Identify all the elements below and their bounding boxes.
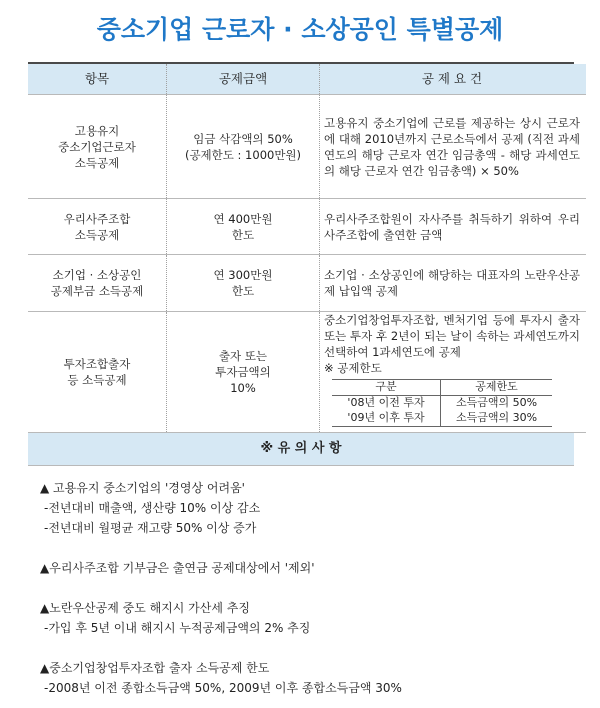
notes-section <box>28 466 574 698</box>
item-line: 투자조합출자 <box>63 357 131 371</box>
note-group <box>40 598 574 638</box>
item-line: 소기업 · 소상공인 <box>52 268 142 282</box>
note-head: ▲중소기업창업투자조합 출자 소득공제 한도 <box>40 661 270 675</box>
amount-cell <box>167 95 320 199</box>
table-header-row <box>28 64 586 95</box>
note-group <box>40 558 574 578</box>
page-title: 중소기업 근로자 · 소상공인 특별공제 <box>96 15 504 44</box>
amount-cell <box>167 255 320 312</box>
deduction-panel <box>28 62 580 704</box>
limit-title: ※ 공제한도 <box>324 361 382 375</box>
item-line: 소득공제 <box>74 227 120 242</box>
limit-header-limit: 공제한도 <box>441 380 553 396</box>
table-row <box>28 199 586 255</box>
amount-line: 한도 <box>231 284 255 298</box>
header-item: 항목 <box>28 64 167 95</box>
limit-category: '08년 이전 투자 <box>332 396 441 412</box>
item-cell <box>28 199 167 255</box>
item-cell <box>28 312 167 433</box>
limit-header-row <box>332 380 552 396</box>
item-cell <box>28 255 167 312</box>
note-sub: -2008년 이전 종합소득금액 50%, 2009년 이후 종합소득금액 30% <box>44 681 402 695</box>
item-line: 등 소득공제 <box>67 373 127 387</box>
amount-line: 투자금액의 <box>215 365 271 379</box>
note-sub: -전년대비 매출액, 생산량 10% 이상 감소 <box>44 501 261 515</box>
note-sub: -가입 후 5년 이내 해지시 누적공제금액의 2% 추징 <box>44 621 311 635</box>
notice-header: ※ 유 의 사 항 <box>28 433 574 466</box>
amount-cell <box>167 199 320 255</box>
item-line: 우리사주조합 <box>63 211 131 226</box>
table-row <box>28 95 586 199</box>
amount-line: 출자 또는 <box>218 349 268 363</box>
requirement-cell: 소기업 · 소상공인에 해당하는 대표자의 노란우산공제 납입액 공제 <box>320 255 587 312</box>
note-group <box>40 478 574 538</box>
requirement-text: 중소기업창업투자조합, 벤처기업 등에 투자시 출자 또는 투자 후 2년이 되는 날이 속하는 과세연도까지 선택하여 1과세연도에 공제 <box>324 313 580 359</box>
note-group <box>40 658 574 698</box>
item-line: 중소기업근로자 <box>58 139 136 154</box>
limit-value: 소득금액의 50% <box>455 396 538 409</box>
note-head: ▲ 고용유지 중소기업의 '경영상 어려움' <box>40 481 245 495</box>
item-line: 고용유지 <box>74 123 120 138</box>
limit-row <box>332 411 552 427</box>
header-amount: 공제금액 <box>167 64 320 95</box>
amount-line: 연 400만원 <box>213 211 273 226</box>
note-head: ▲노란우산공제 중도 해지시 가산세 추징 <box>40 601 250 615</box>
requirement-cell: 우리사주조합원이 자사주를 취득하기 위하여 우리사주조합에 출연한 금액 <box>320 199 587 255</box>
limit-row <box>332 396 552 412</box>
requirement-cell <box>320 312 587 433</box>
requirement-cell: 고용유지 중소기업에 근로를 제공하는 상시 근로자에 대해 2010년까지 근로소득에서 공제 (직전 과세연도의 해당 근로자 연간 임금총액 - 해당 과세연도의 해당 근로자 연간 임금총액) × 50% <box>320 95 587 199</box>
amount-cell <box>167 312 320 433</box>
limit-header-category: 구분 <box>332 380 441 396</box>
amount-line: 10% <box>230 381 256 395</box>
table-row <box>28 312 586 433</box>
amount-line: 연 300만원 <box>213 268 273 282</box>
note-head: ▲우리사주조합 기부금은 출연금 공제대상에서 '제외' <box>40 561 315 575</box>
item-cell <box>28 95 167 199</box>
limit-value: 소득금액의 30% <box>441 411 553 427</box>
amount-line: (공제한도 : 1000만원) <box>184 147 302 162</box>
item-line: 소득공제 <box>74 155 120 170</box>
header-requirement: 공 제 요 건 <box>320 64 587 95</box>
item-line: 공제부금 소득공제 <box>50 284 144 298</box>
note-sub: -전년대비 월평균 재고량 50% 이상 증가 <box>44 521 257 535</box>
amount-line: 한도 <box>231 227 255 242</box>
table-row <box>28 255 586 312</box>
deduction-table <box>28 64 586 433</box>
limit-table <box>332 379 552 427</box>
amount-line: 임금 삭감액의 50% <box>193 131 293 146</box>
limit-category: '09년 이후 투자 <box>332 411 441 427</box>
